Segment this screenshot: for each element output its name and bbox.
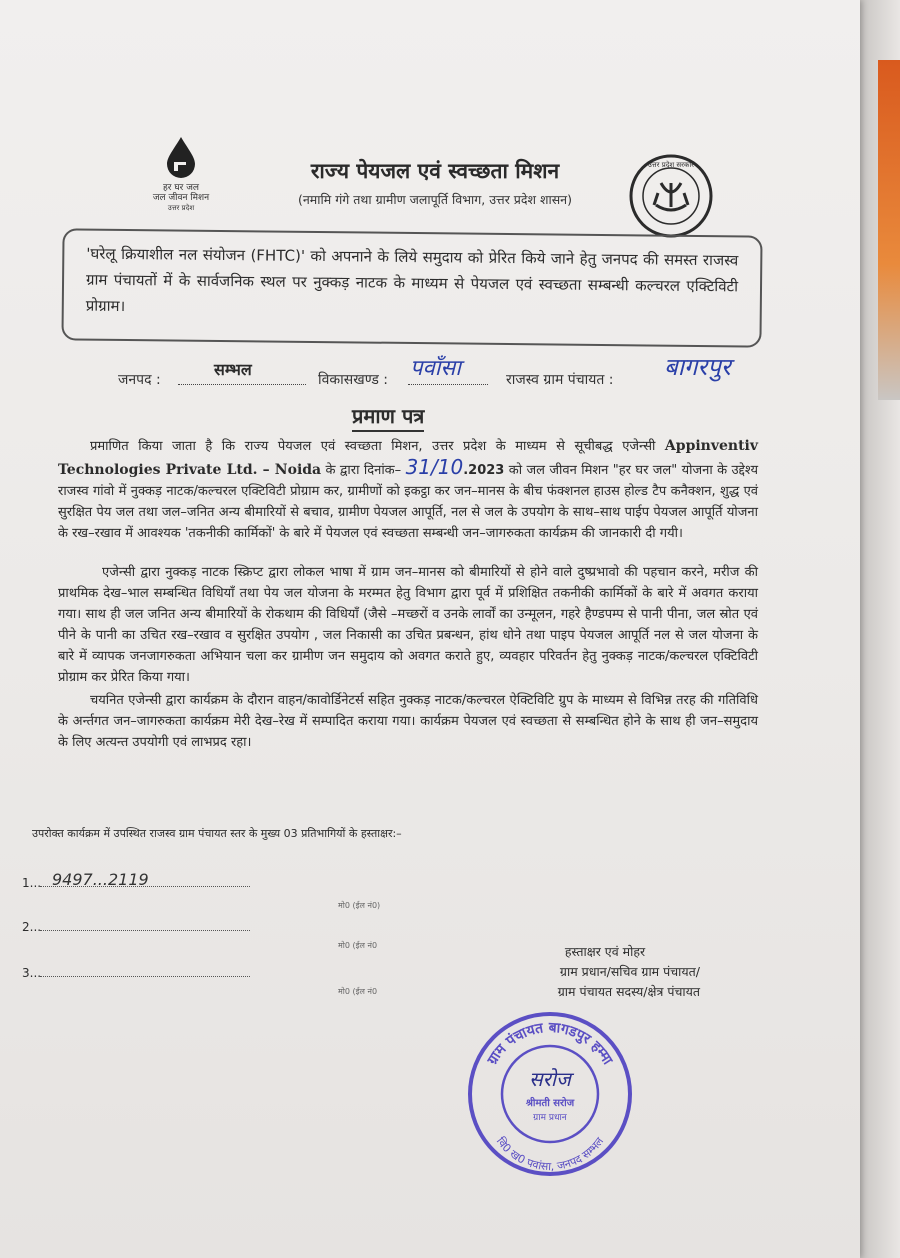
seal-outer-text: ग्राम पंचायत बागडपुर हम्मा bbox=[484, 1019, 616, 1068]
title-block bbox=[255, 157, 615, 208]
panchayat-label: राजस्व ग्राम पंचायत : bbox=[506, 372, 614, 388]
seal-name: श्रीमती सरोज bbox=[525, 1098, 575, 1109]
har-ghar-jal-logo bbox=[136, 135, 226, 213]
authority-roles-line-1: ग्राम प्रधान/सचिव ग्राम पंचायत/ bbox=[559, 964, 700, 979]
logo-line-3: उत्तर प्रदेश bbox=[167, 204, 195, 212]
mission-subtitle: (नमामि गंगे तथा ग्रामीण जलापूर्ति विभाग, उत्तर प्रदेश शासन) bbox=[297, 192, 572, 207]
seal-handwritten-name: सरोज bbox=[529, 1067, 571, 1091]
mission-title: राज्य पेयजल एवं स्वच्छता मिशन bbox=[310, 159, 560, 183]
paragraph-3: चयनित एजेन्सी द्वारा कार्यक्रम के दौरान वाहन/कावोर्डिनेटर्स सहित नुक्कड़ नाटक/कल्चरल ऐक्टिविटि ग्रुप के माध्यम से विभिन्न तरह की गतिविधि के अर्न्तगत जन–जागरुकता कार्यक्रम मेरी देख–रेख में सम्पादित कराया गया। कार्यक्रम पेयजल एवं स्वच्छता से सम्बन्धित होने के साथ ही जन–समुदाय के लिए अत्यन्त उपयोगी एवं लाभप्रद रहा। bbox=[58, 693, 758, 750]
location-fields bbox=[118, 353, 768, 394]
water-drop-icon bbox=[164, 135, 198, 179]
emblem-text: उत्तर प्रदेश सरकार bbox=[647, 161, 695, 169]
signature-row-1 bbox=[22, 870, 402, 910]
signature-line bbox=[40, 930, 250, 931]
mobile-label: मो0 (ईल नं0 bbox=[338, 941, 378, 950]
participant-1-handwritten: 9497...2119 bbox=[52, 870, 149, 889]
logo-line-1: हर घर जल bbox=[163, 183, 199, 193]
sign-and-seal-label: हस्ताक्षर एवं मोहर bbox=[564, 944, 646, 959]
block-label: विकासखण्ड : bbox=[318, 372, 389, 388]
signature-intro: उपरोक्त कार्यक्रम में उपस्थित राजस्व ग्राम पंचायत स्तर के मुख्य 03 प्रतिभागियों के हस्ताक्षर:– bbox=[32, 827, 402, 840]
signature-row-3 bbox=[22, 966, 402, 996]
mobile-label: मो0 (ईल नं0 bbox=[338, 987, 378, 996]
signature-row-2 bbox=[22, 920, 402, 950]
seal-role: ग्राम प्रधान bbox=[533, 1113, 567, 1123]
program-date-handwritten: 31/10 bbox=[405, 455, 464, 479]
program-year: .2023 bbox=[463, 463, 505, 478]
up-govt-emblem-icon bbox=[628, 153, 714, 239]
paragraph-1 bbox=[58, 436, 758, 544]
block-value: पवाँसा bbox=[410, 356, 461, 381]
seal-bottom-text: वि0 ख0 पवांसा, जनपद सम्भल bbox=[493, 1134, 607, 1174]
logo-line-2: जल जीवन मिशन bbox=[152, 193, 210, 203]
signature-number: 2... bbox=[22, 920, 42, 934]
agency-name: Appinventiv Technologies Private Ltd. – Noida bbox=[58, 438, 758, 478]
authority-roles-line-2: ग्राम पंचायत सदस्य/क्षेत्र पंचायत bbox=[557, 984, 700, 999]
mobile-label: मो0 (ईल नं0) bbox=[338, 901, 381, 910]
certificate-title: प्रमाण पत्र bbox=[352, 402, 424, 432]
paragraph-2: एजेन्सी द्वारा नुक्कड़ नाटक स्क्रिप्ट द्वारा लोकल भाषा में ग्राम जन–मानस को बीमारियों से होने वाले दुष्प्रभावो की पहचान करने, मरीज की प्राथमिक देख–भाल सम्बन्धित विधियाँ तथा पेय जल योजना के मरम्मत हेतु विभाग द्वारा पूर्व में प्रशिक्षित तकनीकी कार्मिकों के बारे में अवगत कराया गया। साथ ही जल जनित अन्य बीमारियों के रोकथाम की विधियाँ (जैसे –मच्छरों व उनके लार्वों का उन्मूलन, गहरे हैण्डपम्प से पानी पीना, जल स्रोत एवं पीने के पानी का उचित रख–रखाव व सुरक्षित उपयोग , जल निकासी का उचित प्रबन्धन, हांथ धोने तथा पाइप पेयजल आपूर्ति नल से जल योजना के बारे में व्यापक जनजागरुकता अभियान चला कर ग्रामीण जन समुदाय को अवगत कराते हुए, व्यवहार परिवर्तन हेतु नुक्कड़ नाटक/कल्चरल एक्टिविटी प्रोग्राम कर प्रेरित किया गया। bbox=[58, 565, 758, 685]
svg-text:वि0 ख0 पवांसा, जनपद सम्भल bbox=[494, 1134, 607, 1173]
authority-signature-block bbox=[470, 942, 700, 1002]
district-value: सम्भल bbox=[214, 360, 252, 379]
signature-line bbox=[40, 976, 250, 977]
p1-text-b: के द्वारा दिनांक– bbox=[325, 463, 402, 478]
gram-panchayat-seal bbox=[466, 1010, 634, 1178]
panchayat-value: बागरपुर bbox=[664, 353, 731, 381]
district-label: जनपद : bbox=[118, 372, 161, 388]
signature-number: 3... bbox=[22, 966, 42, 980]
p1-text-a: प्रमाणित किया जाता है कि राज्य पेयजल एवं स्वच्छता मिशन, उत्तर प्रदेश के माध्यम से सूचीबद्ध एजेन्सी bbox=[90, 439, 656, 454]
program-description-box: 'घरेलू क्रियाशील नल संयोजन (FHTC)' को अपनाने के लिये समुदाय को प्रेरित किये जाने हेतु जनपद की समस्त राजस्व ग्राम पंचायतों में के सार्वजनिक स्थल पर नुक्कड़ नाटक के माध्यम से पेयजल एवं स्वच्छता सम्बन्धी कल्चरल एक्टिविटी प्रोग्राम। bbox=[61, 228, 762, 347]
background-cloth bbox=[878, 60, 900, 400]
p1-text-c: को जल जीवन मिशन "हर घर जल" योजना के उद्देश्य राजस्व गांवो में नुक्कड़ नाटक/कल्चरल एक्टिविटी प्रोग्राम कर, ग्रामीणों को इकट्ठा कर जन–मानस के बीच फंक्शनल हाउस होल्ड टैप कनैक्शन, शुद्ध एवं सुरक्षित पेय जल तथा जल–जनित अन्य बीमारियों से बचाव, ग्रामीण पेयजल आपूर्ति, नल से जल के उपयोग के साथ–साथ पाईप पेयजल आपूर्ति योजना के रख–रखाव में आवश्यक 'तकनीकी कार्मिकों' के बारे में पेयजल एवं स्वच्छता सम्बन्धी जन–जागरुकता कार्यक्रम की जानकारी दी गयी। bbox=[58, 463, 758, 541]
signature-number: 1... bbox=[22, 876, 42, 890]
